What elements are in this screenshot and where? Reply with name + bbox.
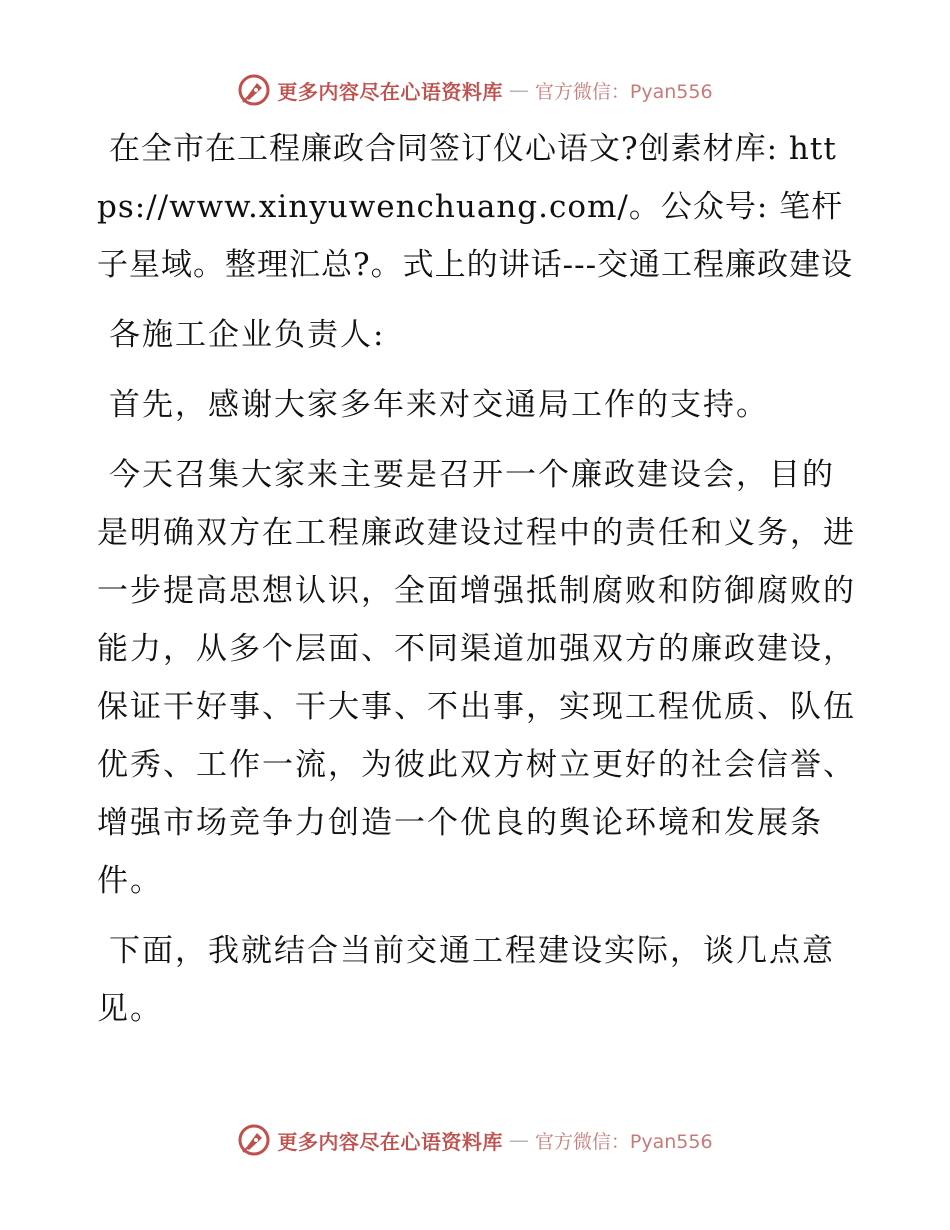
header-watermark-banner xyxy=(0,68,950,112)
document-title: 在全市在工程廉政合同签订仪心语文?创素材库: https://www.xinyuwenchuang.com/。公众号: 笔杆子星域。整理汇总?。式上的讲话---交通工程廉政建设 xyxy=(97,131,854,283)
salutation: 各施工企业负责人: xyxy=(109,317,386,353)
pen-nib-logo-icon xyxy=(237,1123,271,1157)
paragraph: 首先，感谢大家多年来对交通局工作的支持。 xyxy=(109,387,769,423)
banner-site-name: 更多内容尽在心语资料库 xyxy=(277,1129,503,1154)
paragraph: 下面，我就结合当前交通工程建设实际，谈几点意见。 xyxy=(97,933,835,1027)
paragraph: 今天召集大家来主要是召开一个廉政建设会，目的是明确双方在工程廉政建设过程中的责任和义务，进一步提高思想认识，全面增强抵制腐败和防御腐败的能力，从多个层面、不同渠道加强双方的廉政建设，保证干好事、干大事、不出事，实现工程优质、队伍优秀、工作一流，为彼此双方树立更好的社会信誉、增强市场竞争力创造一个优良的舆论环境和发展条件。 xyxy=(97,457,856,899)
footer-watermark-banner xyxy=(0,1118,950,1162)
banner-wechat-label: 官方微信：Pyan556 xyxy=(534,80,713,103)
banner-separator: — xyxy=(508,1128,529,1152)
banner-site-name: 更多内容尽在心语资料库 xyxy=(277,79,503,104)
pen-nib-logo-icon xyxy=(237,73,271,107)
document-body xyxy=(97,120,857,1050)
banner-separator: — xyxy=(508,78,529,102)
banner-wechat-label: 官方微信：Pyan556 xyxy=(534,1130,713,1153)
